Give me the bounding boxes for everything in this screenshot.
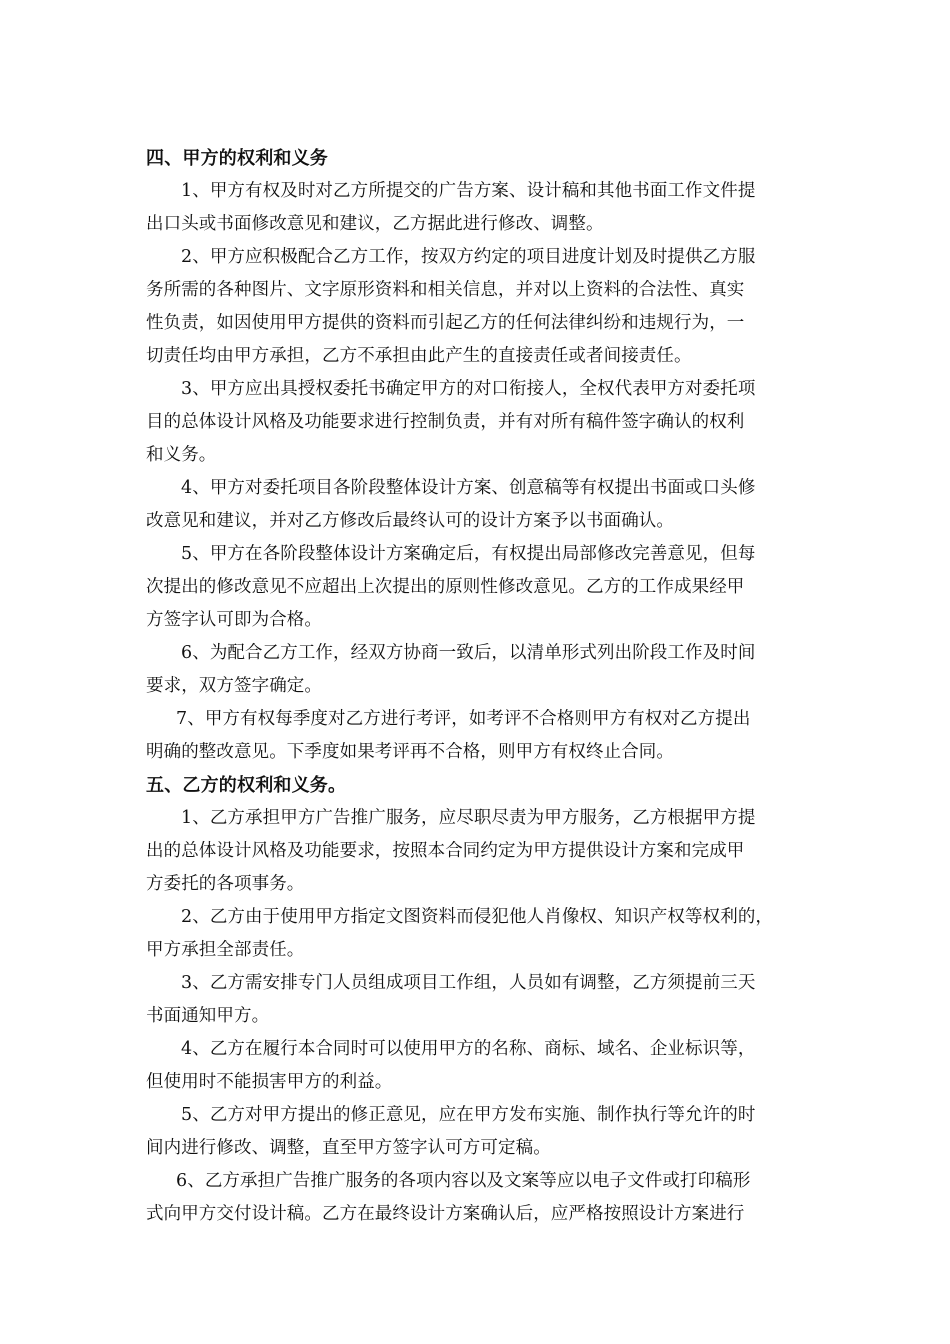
paragraph-line: 4、乙方在履行本合同时可以使用甲方的名称、商标、域名、企业标识等， xyxy=(181,1039,756,1059)
section-4-item-7 xyxy=(146,703,816,769)
paragraph-line: 4、甲方对委托项目各阶段整体设计方案、创意稿等有权提出书面或口头修 xyxy=(181,478,756,498)
paragraph-line: 式向甲方交付设计稿。乙方在最终设计方案确认后，应严格按照设计方案进行 xyxy=(146,1204,745,1224)
paragraph-line: 方签字认可即为合格。 xyxy=(146,610,322,630)
paragraph-line: 间内进行修改、调整，直至甲方签字认可方可定稿。 xyxy=(146,1138,551,1158)
section-5-item-1 xyxy=(146,802,816,901)
paragraph-line: 切责任均由甲方承担，乙方不承担由此产生的直接责任或者间接责任。 xyxy=(146,346,692,366)
section-5-item-3 xyxy=(146,967,816,1033)
paragraph-line: 3、乙方需安排专门人员组成项目工作组，人员如有调整，乙方须提前三天 xyxy=(181,973,756,993)
paragraph-line: 2、甲方应积极配合乙方工作，按双方约定的项目进度计划及时提供乙方服 xyxy=(181,247,756,267)
paragraph-line: 方委托的各项事务。 xyxy=(146,874,305,894)
section-4-item-2 xyxy=(146,241,816,373)
document-content xyxy=(146,142,816,1231)
paragraph-line: 和义务。 xyxy=(146,445,217,465)
paragraph-line: 5、甲方在各阶段整体设计方案确定后，有权提出局部修改完善意见，但每 xyxy=(181,544,756,564)
paragraph-line: 出口头或书面修改意见和建议，乙方据此进行修改、调整。 xyxy=(146,214,604,234)
paragraph-line: 1、乙方承担甲方广告推广服务，应尽职尽责为甲方服务，乙方根据甲方提 xyxy=(181,808,756,828)
paragraph-line: 出的总体设计风格及功能要求，按照本合同约定为甲方提供设计方案和完成甲 xyxy=(146,841,745,861)
paragraph-line: 性负责，如因使用甲方提供的资料而引起乙方的任何法律纠纷和违规行为，一 xyxy=(146,313,745,333)
paragraph-line: 书面通知甲方。 xyxy=(146,1006,270,1026)
paragraph-line: 次提出的修改意见不应超出上次提出的原则性修改意见。乙方的工作成果经甲 xyxy=(146,577,745,597)
paragraph-line: 要求，双方签字确定。 xyxy=(146,676,322,696)
paragraph-line: 3、甲方应出具授权委托书确定甲方的对口衔接人，全权代表甲方对委托项 xyxy=(181,379,756,399)
paragraph-line: 甲方承担全部责任。 xyxy=(146,940,305,960)
section-4-item-5 xyxy=(146,538,816,637)
paragraph-line: 但使用时不能损害甲方的利益。 xyxy=(146,1072,393,1092)
section-5-heading: 五、乙方的权利和义务。 xyxy=(146,775,347,796)
paragraph-line: 6、为配合乙方工作，经双方协商一致后，以清单形式列出阶段工作及时间 xyxy=(181,643,756,663)
section-4-item-1 xyxy=(146,175,816,241)
section-5-item-2 xyxy=(146,901,816,967)
paragraph-line: 1、甲方有权及时对乙方所提交的广告方案、设计稿和其他书面工作文件提 xyxy=(181,181,756,201)
paragraph-line: 明确的整改意见。下季度如果考评再不合格，则甲方有权终止合同。 xyxy=(146,742,674,762)
paragraph-line: 5、乙方对甲方提出的修正意见，应在甲方发布实施、制作执行等允许的时 xyxy=(181,1105,756,1125)
paragraph-line: 6、乙方承担广告推广服务的各项内容以及文案等应以电子文件或打印稿形 xyxy=(176,1171,751,1191)
section-4-heading: 四、甲方的权利和义务 xyxy=(146,148,328,169)
paragraph-line: 务所需的各种图片、文字原形资料和相关信息，并对以上资料的合法性、真实 xyxy=(146,280,745,300)
section-5-item-4 xyxy=(146,1033,816,1099)
section-4-item-6 xyxy=(146,637,816,703)
section-5-item-5 xyxy=(146,1099,816,1165)
paragraph-line: 目的总体设计风格及功能要求进行控制负责，并有对所有稿件签字确认的权利 xyxy=(146,412,745,432)
paragraph-line: 2、乙方由于使用甲方指定文图资料而侵犯他人肖像权、知识产权等权利的， xyxy=(181,907,774,927)
section-4-item-3 xyxy=(146,373,816,472)
paragraph-line: 7、甲方有权每季度对乙方进行考评，如考评不合格则甲方有权对乙方提出 xyxy=(176,709,751,729)
section-5-item-6 xyxy=(146,1165,816,1231)
paragraph-line: 改意见和建议，并对乙方修改后最终认可的设计方案予以书面确认。 xyxy=(146,511,674,531)
section-4-item-4 xyxy=(146,472,816,538)
